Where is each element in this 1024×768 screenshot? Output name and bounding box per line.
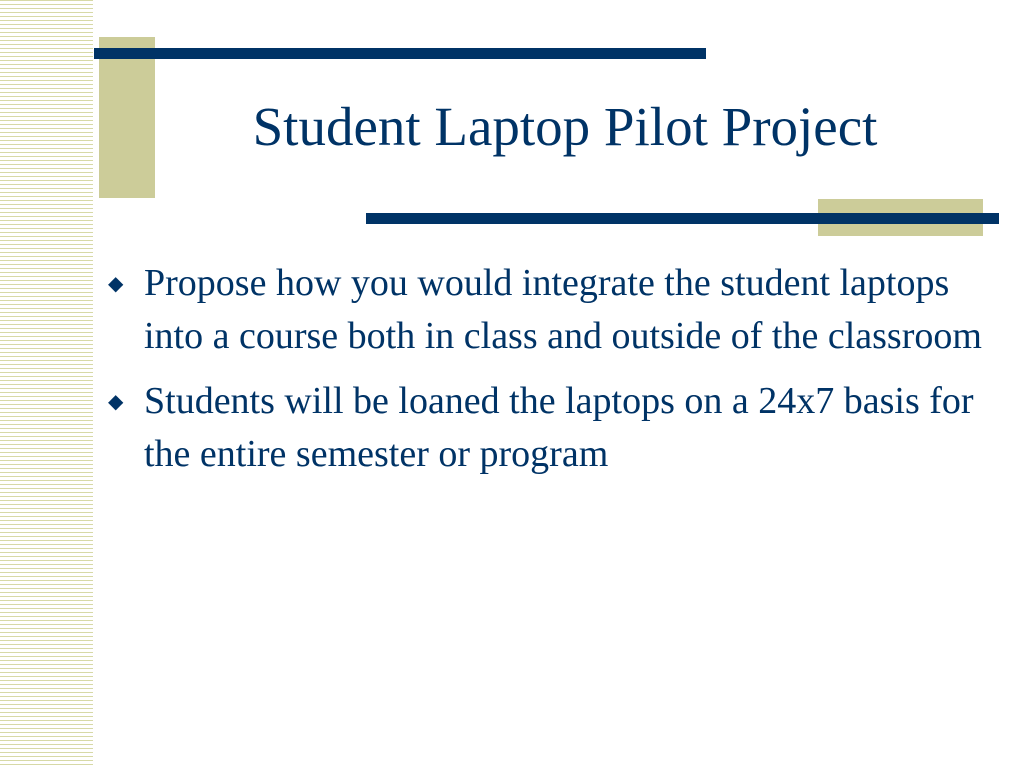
bullet-text: Students will be loaned the laptops on a 24x7 basis for the entire semester or program — [144, 380, 974, 475]
bullet-list — [108, 257, 988, 493]
decorative-rule-top — [94, 48, 706, 59]
slide-title: Student Laptop Pilot Project — [252, 96, 878, 157]
diamond-bullet-icon: ◆ — [108, 271, 124, 295]
bullet-item — [108, 375, 988, 481]
decorative-rule-bottom — [366, 213, 999, 224]
bullet-item — [108, 257, 988, 363]
bullet-text: Propose how you would integrate the student laptops into a course both in class and outside of the classroom — [144, 262, 982, 357]
decorative-stripe-band — [0, 0, 93, 768]
diamond-bullet-icon: ◆ — [108, 389, 124, 413]
decorative-accent-block-top — [99, 37, 155, 198]
